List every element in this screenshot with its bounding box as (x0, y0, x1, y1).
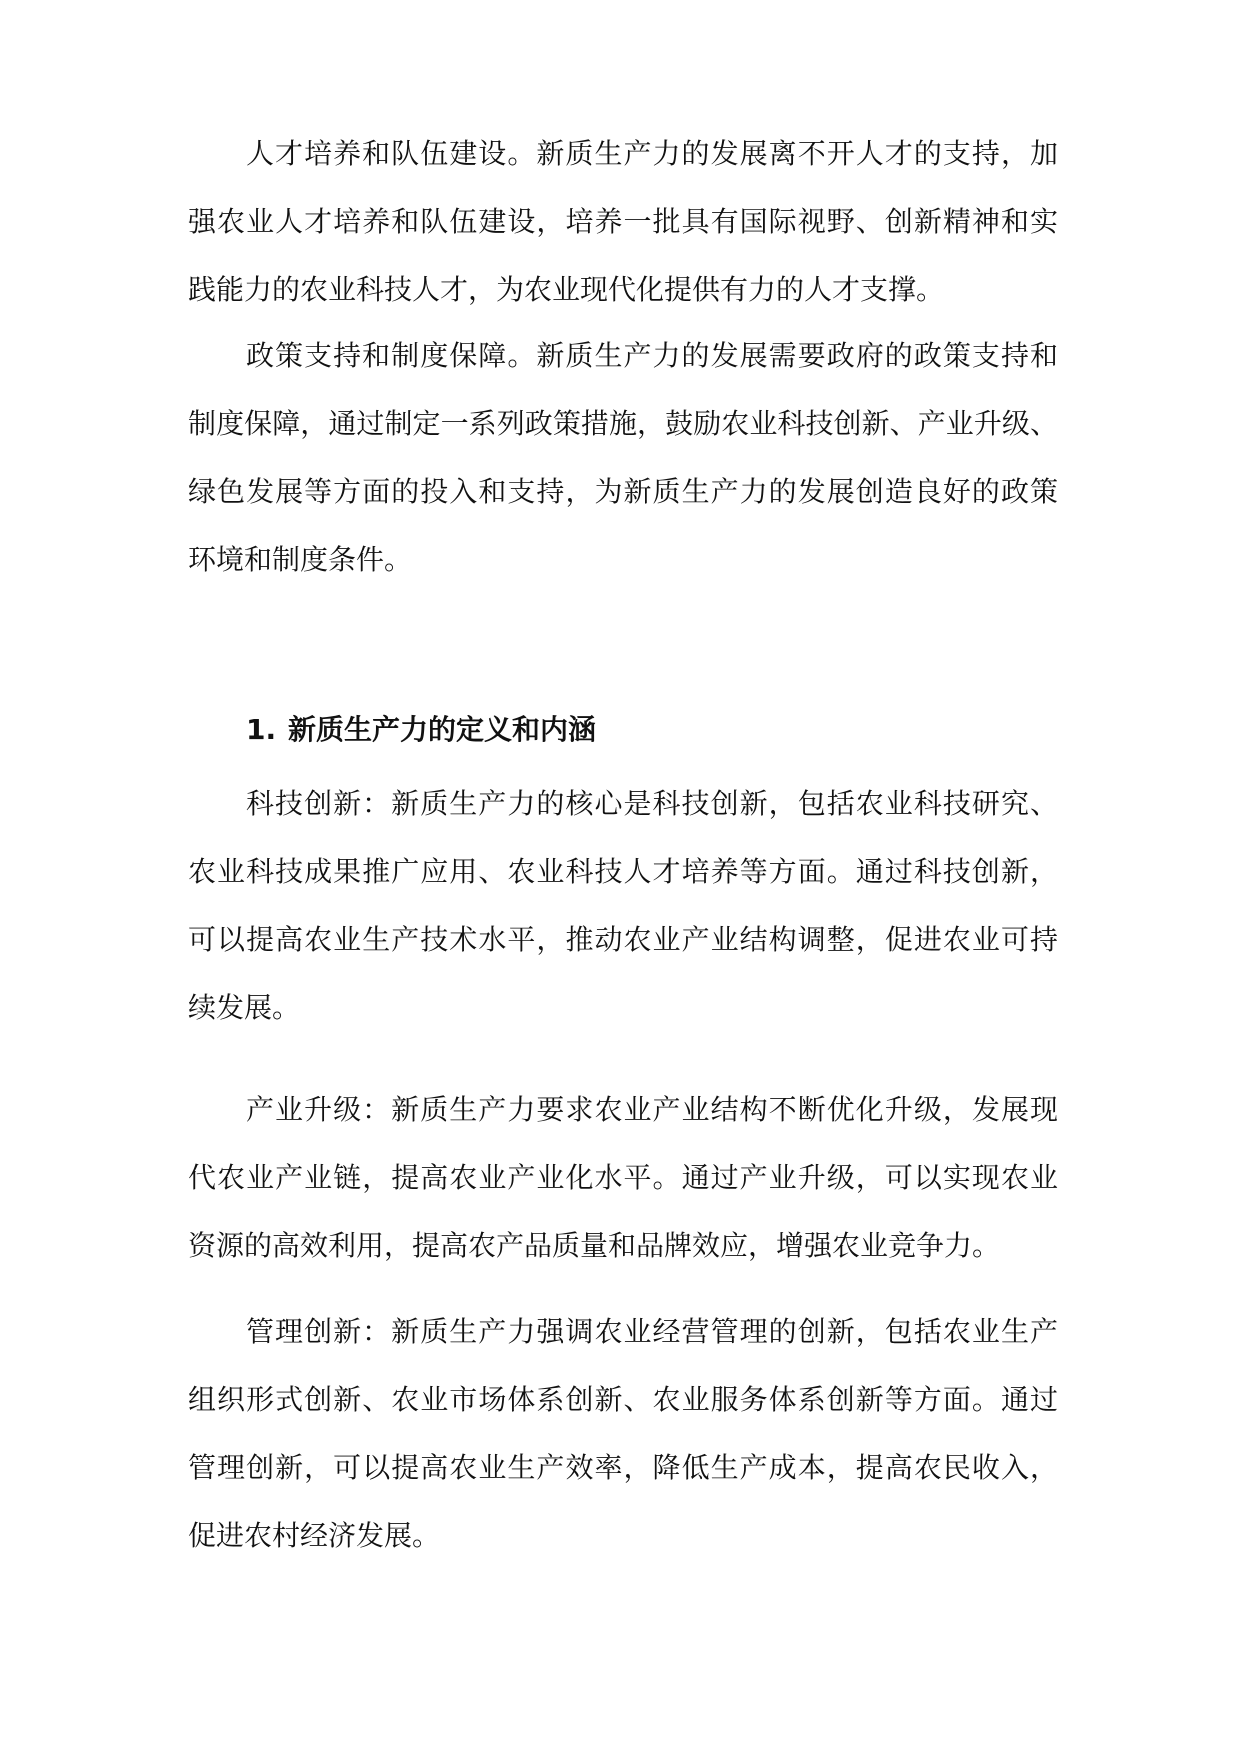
paragraph-line: 强农业人才培养和队伍建设，培养一批具有国际视野、创新精神和实 (188, 205, 1058, 238)
paragraph-line: 组织形式创新、农业市场体系创新、农业服务体系创新等方面。通过 (188, 1383, 1058, 1416)
paragraph-line: 管理创新，可以提高农业生产效率，降低生产成本，提高农民收入， (188, 1451, 1058, 1484)
paragraph-policy (188, 338, 1058, 578)
paragraph-industry (188, 1092, 1058, 1264)
paragraph-line: 产业升级：新质生产力要求农业产业结构不断优化升级，发展现 (246, 1093, 1058, 1126)
paragraph-line: 可以提高农业生产技术水平，推动农业产业结构调整，促进农业可持 (188, 923, 1058, 956)
paragraph-line: 绿色发展等方面的投入和支持，为新质生产力的发展创造良好的政策 (188, 475, 1058, 508)
paragraph-line: 续发展。 (188, 991, 301, 1024)
paragraph-line: 制度保障，通过制定一系列政策措施，鼓励农业科技创新、产业升级、 (188, 407, 1058, 440)
paragraph-tech (188, 786, 1058, 1026)
paragraph-line: 资源的高效利用，提高农产品质量和品牌效应，增强农业竞争力。 (188, 1229, 1001, 1262)
section-heading (246, 712, 946, 748)
paragraph-line: 代农业产业链，提高农业产业化水平。通过产业升级，可以实现农业 (188, 1161, 1058, 1194)
paragraph-management (188, 1314, 1058, 1554)
paragraph-talent (188, 136, 1058, 308)
paragraph-line: 环境和制度条件。 (188, 543, 413, 576)
section-number: 1. (246, 713, 277, 746)
paragraph-line: 践能力的农业科技人才，为农业现代化提供有力的人才支撑。 (188, 273, 945, 306)
paragraph-line: 政策支持和制度保障。新质生产力的发展需要政府的政策支持和 (246, 339, 1058, 372)
paragraph-line: 管理创新：新质生产力强调农业经营管理的创新，包括农业生产 (246, 1315, 1058, 1348)
section-title: 新质生产力的定义和内涵 (288, 713, 597, 746)
paragraph-line: 农业科技成果推广应用、农业科技人才培养等方面。通过科技创新， (188, 855, 1058, 888)
paragraph-line: 科技创新：新质生产力的核心是科技创新，包括农业科技研究、 (246, 787, 1058, 820)
paragraph-line: 促进农村经济发展。 (188, 1519, 441, 1552)
paragraph-line: 人才培养和队伍建设。新质生产力的发展离不开人才的支持，加 (246, 137, 1058, 170)
